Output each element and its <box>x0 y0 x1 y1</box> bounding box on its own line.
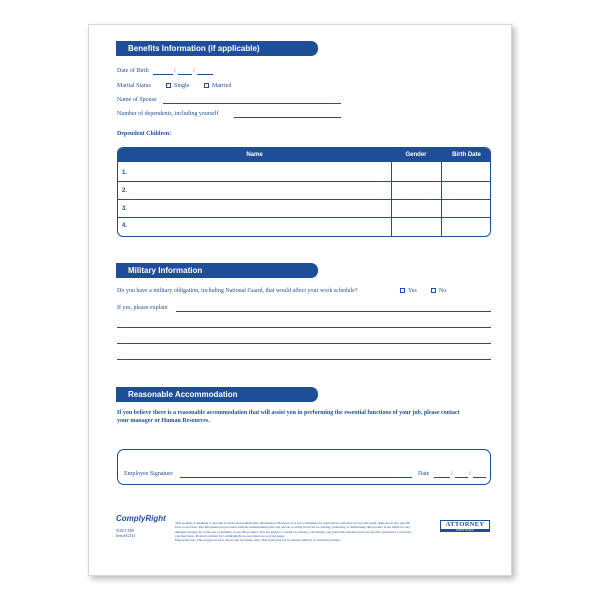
form-page <box>88 24 512 576</box>
military-section-header: Military Information <box>116 263 318 278</box>
dependents-table <box>117 147 491 237</box>
dob-label: Date of Birth <box>117 68 149 74</box>
accommodation-text: If you believe there is a reasonable accommodation that will assist you in performing the essential functions of your job, please contact your manager or Human Resources. <box>117 410 460 424</box>
military-no-checkbox[interactable] <box>431 288 436 293</box>
explain-line[interactable] <box>176 311 491 312</box>
explain-line[interactable] <box>117 327 491 328</box>
column-header-gender: Gender <box>405 152 427 158</box>
dependents-count-field[interactable] <box>234 117 341 118</box>
dependent-children-label: Dependent Children: <box>117 131 172 137</box>
dob-separator: / <box>193 68 195 74</box>
explain-line[interactable] <box>117 343 491 344</box>
explain-label: If yes, please explain <box>117 305 168 311</box>
date-separator: / <box>451 471 453 477</box>
single-label: Single <box>174 83 190 89</box>
logo-sub-text: APPROVED <box>441 529 489 532</box>
signature-date-year-field[interactable] <box>473 477 486 478</box>
military-yes-checkbox[interactable] <box>400 288 405 293</box>
dob-year-field[interactable] <box>197 74 213 75</box>
accommodation-section-header: Reasonable Accommodation <box>116 387 318 402</box>
explain-line[interactable] <box>117 359 491 360</box>
single-checkbox[interactable] <box>166 83 171 88</box>
table-header <box>118 148 490 162</box>
legal-disclaimer <box>175 521 413 542</box>
dob-day-field[interactable] <box>178 74 192 75</box>
military-question: Do you have a military obligation, including National Guard, that would affect your work schedule? <box>117 288 358 294</box>
married-label: Married <box>212 83 232 89</box>
signature-field[interactable] <box>180 477 412 478</box>
complyright-logo: ComplyRight <box>116 514 166 523</box>
benefits-section-header: Benefits Information (if applicable) <box>116 41 318 56</box>
disclaimer-text: This product is designed to provide accurate and authoritative information. However, it is not a substitute for legal advice and does not provide legal opinions on any specific facts or services. The information is provided with the understanding that any person or entity involved in creating, producing or distributing this product is not liable for any damages arising out of the use or inability to use this product. You are urged to consult an attorney concerning your particular situation and any specific questions or concerns you may have. Products printed by ComplyRight are provided on recycled paper. <box>175 521 411 538</box>
signature-box <box>117 449 491 485</box>
table-row-number: 3. <box>122 206 128 212</box>
signature-date-month-field[interactable] <box>434 477 450 478</box>
military-no-label: No <box>439 288 447 294</box>
attorney-approved-logo <box>440 520 490 532</box>
table-row[interactable] <box>118 217 490 218</box>
table-row-number: 2. <box>122 188 128 194</box>
military-yes-label: Yes <box>408 288 417 294</box>
marital-status-label: Marital Status <box>117 83 151 89</box>
table-row[interactable] <box>118 199 490 200</box>
table-row-number: 4. <box>122 223 128 229</box>
form-number-line: W2815 ED8 <box>116 529 135 533</box>
date-separator: / <box>469 471 471 477</box>
spouse-name-field[interactable] <box>163 103 341 104</box>
important-note: Important note: This is approved for use by the purchaser only. This form may not be shared publicly or with third parties. <box>175 538 341 543</box>
signature-date-day-field[interactable] <box>455 477 468 478</box>
signature-date-label: Date <box>418 471 430 477</box>
table-row-number: 1. <box>122 170 128 176</box>
table-row[interactable] <box>118 181 490 182</box>
column-header-birth-date: Birth Date <box>452 152 481 158</box>
column-header-name: Name <box>246 152 263 158</box>
spouse-label: Name of Spouse <box>117 97 157 103</box>
dependents-count-label: Number of dependents, including yourself <box>117 111 219 117</box>
logo-main-text: ATTORNEY <box>445 521 485 528</box>
form-number <box>116 529 135 538</box>
married-checkbox[interactable] <box>204 83 209 88</box>
signature-label: Employee Signature <box>124 471 173 477</box>
dob-month-field[interactable] <box>153 74 173 75</box>
dob-separator: / <box>174 68 176 74</box>
form-number-line: Item #A2143 <box>116 533 136 538</box>
